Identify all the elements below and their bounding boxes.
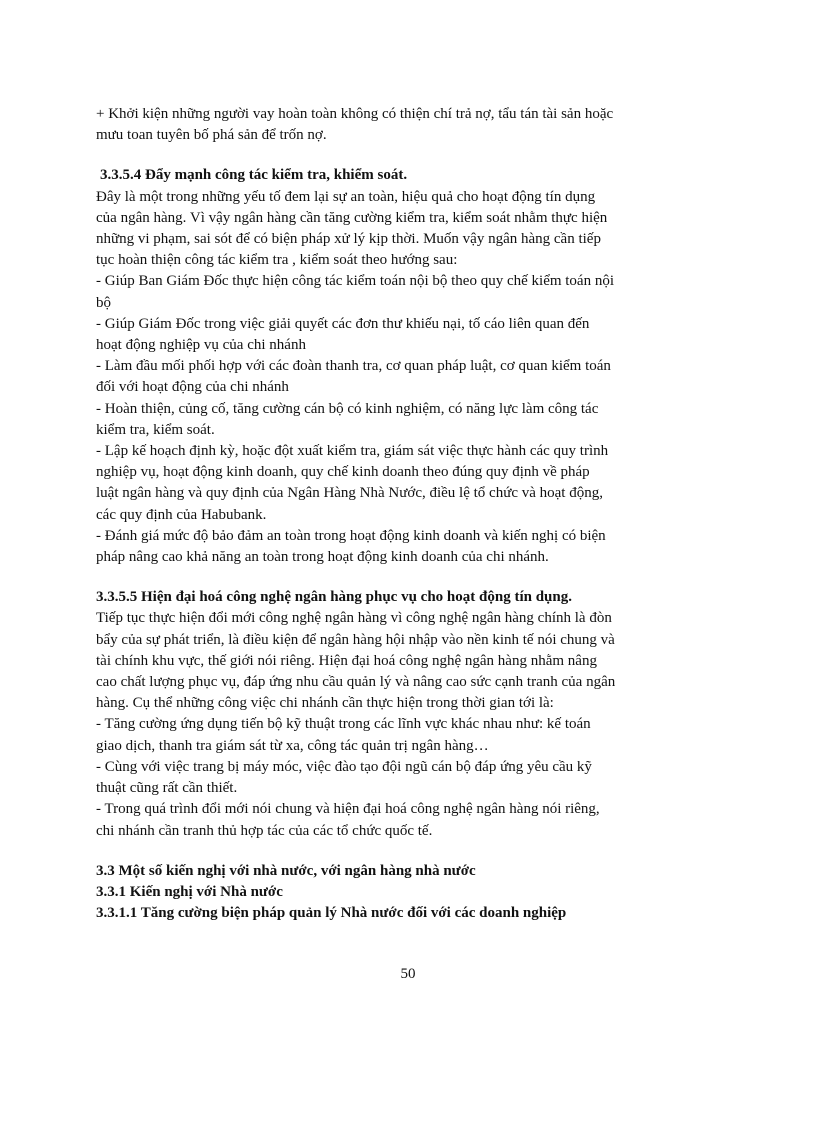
text-line: bẩy của sự phát triển, là điều kiện để ngân hàng hội nhập vào nền kinh tế nói chung và [96, 631, 615, 648]
page-number: 50 [400, 966, 416, 982]
heading-3-3-1: 3.3.1 Kiến nghị với Nhà nước [96, 883, 283, 900]
text-line: luật ngân hàng và quy định của Ngân Hàng Nhà Nước, điều lệ tổ chức và hoạt động, [96, 485, 603, 502]
document-page [96, 104, 696, 924]
text-line: - Lập kế hoạch định kỳ, hoặc đột xuất kiểm tra, giám sát việc thực hành các quy trình [96, 443, 609, 460]
paragraph-technology [96, 608, 696, 841]
text-line: - Làm đầu mối phối hợp với các đoàn thanh tra, cơ quan pháp luật, cơ quan kiểm toán [96, 358, 611, 375]
text-line: chi nhánh cần tranh thủ hợp tác của các tổ chức quốc tế. [96, 822, 433, 839]
text-line: - Giúp Giám Đốc trong việc giải quyết các đơn thư khiếu nại, tố cáo liên quan đến [96, 315, 590, 332]
heading-3-3: 3.3 Một số kiến nghị với nhà nước, với ngân hàng nhà nước [96, 862, 476, 879]
text-line: những vi phạm, sai sót để có biện pháp xử lý kịp thời. Muốn vậy ngân hàng cần tiếp [96, 231, 601, 248]
text-line: các quy định của Habubank. [96, 506, 267, 523]
heading-3-3-5-5: 3.3.5.5 Hiện đại hoá công nghệ ngân hàng phục vụ cho hoạt động tín dụng. [96, 589, 572, 606]
text-line: mưu toan tuyên bố phá sản để trốn nợ. [96, 127, 327, 144]
text-line: + Khởi kiện những người vay hoàn toàn không có thiện chí trả nợ, tẩu tán tài sản hoặc [96, 106, 614, 122]
text-line: hàng. Cụ thể những công việc chi nhánh cần thực hiện trong thời gian tới là: [96, 695, 554, 712]
text-line: cao chất lượng phục vụ, đáp ứng nhu cầu quản lý và nâng cao sức cạnh tranh của ngân [96, 674, 616, 691]
text-line: tục hoàn thiện công tác kiểm tra , kiểm soát theo hướng sau: [96, 252, 458, 269]
text-line: Đây là một trong những yếu tố đem lại sự an toàn, hiệu quả cho hoạt động tín dụng [96, 188, 596, 205]
spacer [96, 568, 696, 587]
heading-3-3-5-4: 3.3.5.4 Đẩy mạnh công tác kiểm tra, khiểm soát. [100, 167, 408, 184]
text-line: - Cùng với việc trang bị máy móc, việc đào tạo đội ngũ cán bộ đáp ứng yêu cầu kỹ [96, 758, 592, 775]
text-line: pháp nâng cao khả năng an toàn trong hoạt động kinh doanh của chi nhánh. [96, 549, 549, 566]
text-line: Tiếp tục thực hiện đổi mới công nghệ ngân hàng vì công nghệ ngân hàng chính là đòn [96, 610, 612, 627]
paragraph-inspection [96, 187, 696, 569]
text-line: thuật cũng rất cần thiết. [96, 780, 238, 797]
paragraph-lawsuit [96, 104, 696, 146]
text-line: - Tăng cường ứng dụng tiến bộ kỹ thuật trong các lĩnh vực khác nhau như: kế toán [96, 716, 591, 733]
spacer [96, 146, 696, 165]
text-line: tài chính khu vực, thế giới nói riêng. Hiện đại hoá công nghệ ngân hàng nhằm nâng [96, 652, 597, 669]
text-line: - Giúp Ban Giám Đốc thực hiện công tác kiểm toán nội bộ theo quy chế kiểm toán nội [96, 273, 615, 290]
text-line: của ngân hàng. Vì vậy ngân hàng cần tăng cường kiểm tra, kiểm soát nhằm thực hiện [96, 209, 608, 226]
text-line: bộ [96, 294, 111, 311]
text-line: nghiệp vụ, hoạt động kinh doanh, quy chế kinh doanh theo đúng quy định về pháp [96, 464, 590, 481]
text-line: - Đánh giá mức độ bảo đảm an toàn trong hoạt động kinh doanh và kiến nghị có biện [96, 527, 606, 544]
text-line: - Hoàn thiện, củng cố, tăng cường cán bộ có kinh nghiệm, có năng lực làm công tác [96, 400, 599, 417]
spacer [96, 842, 696, 861]
heading-3-3-1-1: 3.3.1.1 Tăng cường biện pháp quản lý Nhà nước đối với các doanh nghiệp [96, 905, 567, 922]
text-line: đối với hoạt động của chi nhánh [96, 379, 289, 396]
text-line: - Trong quá trình đổi mới nói chung và hiện đại hoá công nghệ ngân hàng nói riêng, [96, 801, 600, 818]
text-line: giao dịch, thanh tra giám sát từ xa, công tác quản trị ngân hàng… [96, 737, 489, 754]
text-line: kiểm tra, kiểm soát. [96, 421, 215, 438]
text-line: hoạt động nghiệp vụ của chi nhánh [96, 337, 306, 354]
